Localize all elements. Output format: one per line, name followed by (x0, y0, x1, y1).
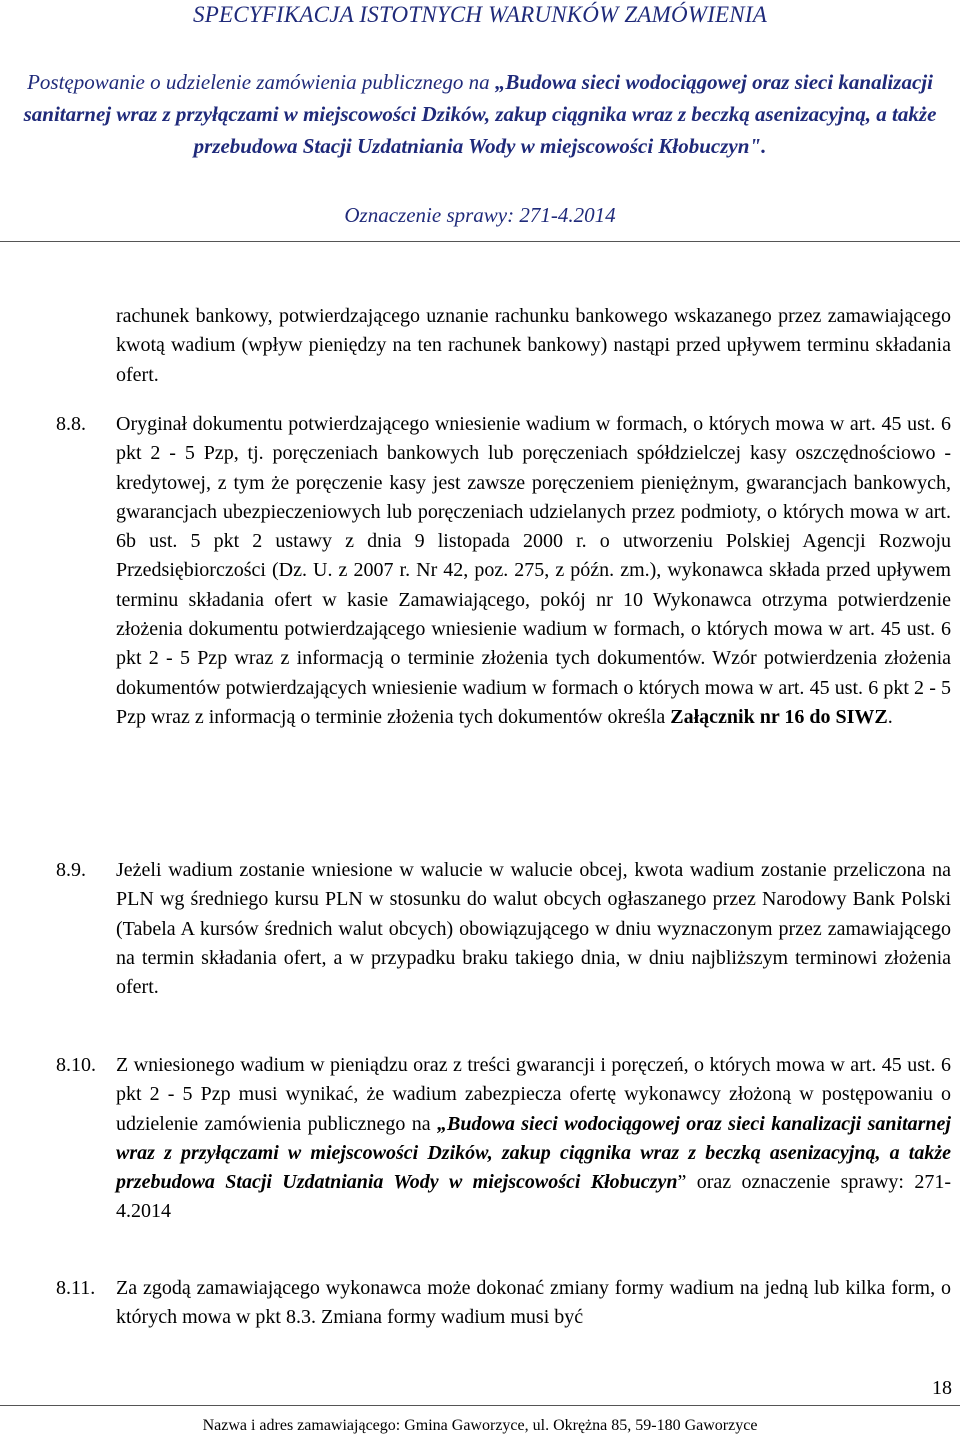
procedure-description (20, 66, 940, 162)
document-title: SPECYFIKACJA ISTOTNYCH WARUNKÓW ZAMÓWIENIA (193, 2, 767, 27)
footer-address: Nazwa i adres zamawiającego: Gmina Gaworzyce, ul. Okrężna 85, 59-180 Gaworzyce (202, 1417, 758, 1434)
section-8-8 (116, 410, 951, 732)
attachment-reference: Załącznik nr 16 do SIWZ (670, 705, 888, 728)
section-8-8-text: Oryginał dokumentu potwierdzającego wniesienie wadium w formach, o których mowa w art. 45 ust. 6 pkt 2 - 5 Pzp, tj. poręczeniach bankowych lub poręczeniach spółdzielczej kasy oszczędnościowo - kredytowej, z tym że poręczenie kasy jest zawsze poręczeniem pieniężnym, gwarancjach bankowych, gwarancjach ubezpieczeniowych lub poręczeniach udzielanych przez podmioty, o których mowa w art. 6b ust. 5 pkt 2 ustawy z dnia 9 listopada 2000 r. o utworzeniu Polskiej Agencji Rozwoju Przedsiębiorczości (Dz. U. z 2007 r. Nr 42, poz. 275, z późn. zm.), wykonawca składa przed upływem terminu składania ofert w kasie Zamawiającego, pokój nr 10 Wykonawca otrzyma potwierdzenie złożenia dokumentu potwierdzającego wniesienie wadium w formach, o których mowa w art. 45 ust. 6 pkt 2 - 5 Pzp wraz z informacją o terminie złożenia tych dokumentów. Wzór potwierdzenia złożenia dokumentów potwierdzających wniesienie wadium w formach o których mowa w art. 45 ust. 6 pkt 2 - 5 Pzp wraz z informacją o terminie złożenia tych dokumentów określa (116, 413, 951, 728)
section-number-8-8: 8.8. (56, 413, 86, 435)
section-8-10-end: ” oraz oznaczenie sprawy: 271-4.2014 (116, 1171, 951, 1223)
section-number-8-10: 8.10. (56, 1054, 96, 1076)
case-reference: Oznaczenie sprawy: 271-4.2014 (344, 203, 616, 227)
page-number: 18 (932, 1377, 952, 1399)
procedure-prefix: Postępowanie o udzielenie zamówienia publicznego na (27, 70, 495, 94)
footer-divider (0, 1405, 960, 1406)
section-8-10 (116, 1051, 951, 1227)
section-8-10-text: Z wniesionego wadium w pieniądzu oraz z treści gwarancji i poręczeń, o których mowa w art. 45 ust. 6 pkt 2 - 5 Pzp musi wynikać, że wadium zabezpiecza ofertę wykonawcy złożoną w postępowaniu o udzielenie zamówienia publicznego na (116, 1054, 951, 1135)
section-8-8-end: . (887, 705, 893, 728)
procedure-name-inline: „Budowa sieci wodociągowej oraz sieci kanalizacji sanitarnej wraz z przyłączami w miejscowości Dzików, zakup ciągnika wraz z beczką asenizacyjną, a także przebudowa Stacji Uzdatniania Wody w miejscowości Kłobuczyn (116, 1112, 951, 1194)
procedure-name: „Budowa sieci wodociągowej oraz sieci kanalizacji sanitarnej wraz z przyłączami w miejscowości Dzików, zakup ciągnika wraz z beczką asenizacyjną, a także przebudowa Stacji Uzdatniania Wody w miejscowości Kłobuczyn". (23, 70, 937, 158)
intro-paragraph: rachunek bankowy, potwierdzającego uznanie rachunku bankowego wskazanego przez zamawiającego kwotą wadium (wpływ pieniędzy na ten rachunek bankowy) nastąpi przed upływem terminu składania ofert. (116, 305, 951, 386)
section-8-9: Jeżeli wadium zostanie wniesione w walucie w walucie obcej, kwota wadium zostanie przeliczona na PLN wg średniego kursu PLN w stosunku do walut obcych ogłaszanego przez Narodowy Bank Polski (Tabela A kursów średnich walut obcych) obowiązującego w dniu wyznaczonym przez zamawiającego na termin składania ofert, a w przypadku braku takiego dnia, w dniu najbliższym terminowi złożenia ofert. (116, 859, 951, 999)
section-number-8-9: 8.9. (56, 859, 86, 881)
header-divider (0, 241, 960, 242)
section-number-8-11: 8.11. (56, 1277, 96, 1299)
section-8-11: Za zgodą zamawiającego wykonawca może dokonać zmiany formy wadium na jedną lub kilka form, o których mowa w pkt 8.3. Zmiana formy wadium musi być (116, 1277, 951, 1329)
